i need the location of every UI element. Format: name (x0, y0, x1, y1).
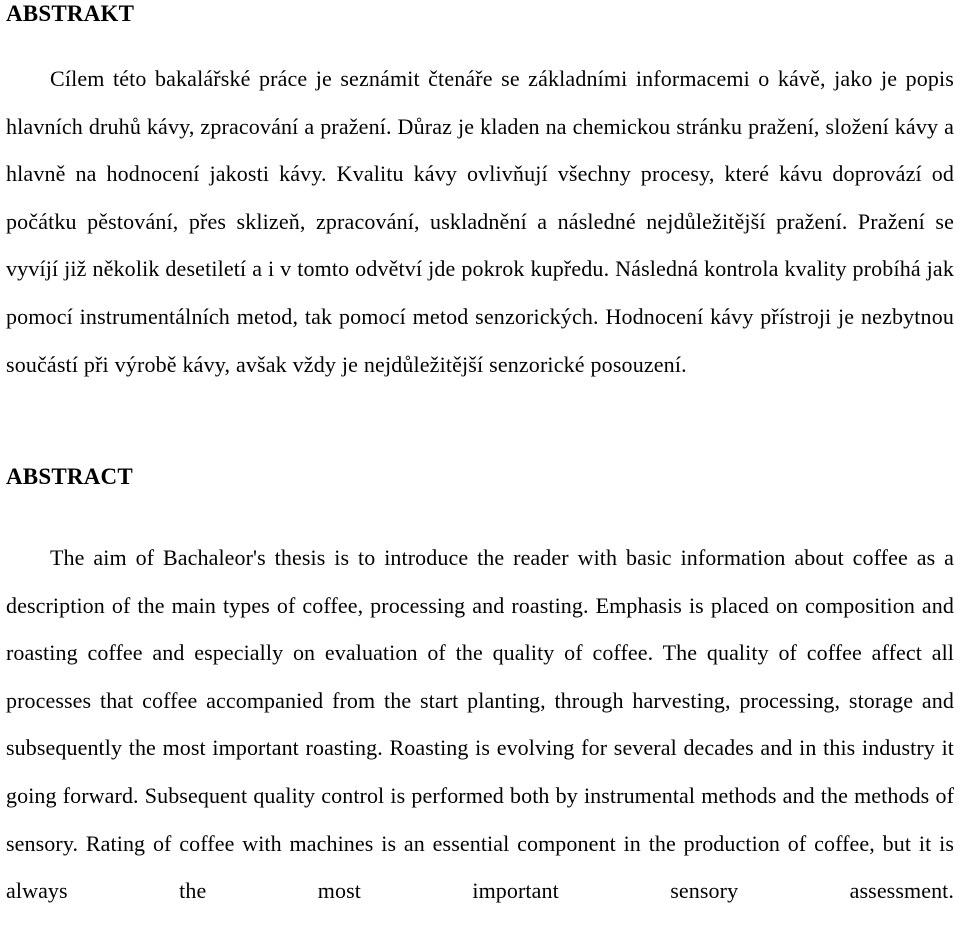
abstract-paragraph-czech: Cílem této bakalářské práce je seznámit čtenáře se základními informacemi o kávě, jako je popis hlavních druhů kávy, zpracování a pražení. Důraz je kladen na chemickou stránku pražení, složení kávy a hlavně na hodnocení jakosti kávy. Kvalitu kávy ovlivňují všechny procesy, které kávu doprovází od počátku pěstování, přes sklizeň, zpracování, uskladnění a následné nejdůležitější pražení. Pražení se vyvíjí již několik desetiletí a i v tomto odvětví jde pokrok kupředu. Následná kontrola kvality probíhá jak pomocí instrumentálních metod, tak pomocí metod senzorických. Hodnocení kávy přístroji je nezbytnou součástí při výrobě kávy, avšak vždy je nejdůležitější senzorické posouzení. (6, 66, 954, 377)
abstract-heading-english: ABSTRACT (6, 464, 133, 489)
abstract-paragraph-english: The aim of Bachaleor's thesis is to introduce the reader with basic information about coffee as a description of the main types of coffee, processing and roasting. Emphasis is placed on composition and roasting coffee and especially on evaluation of the quality of coffee. The quality of coffee affect all processes that coffee accompanied from the start planting, through harvesting, processing, storage and subsequently the most important roasting. Roasting is evolving for several decades and in this industry it going forward. Subsequent quality control is performed both by instrumental methods and the methods of sensory. Rating of coffee with machines is an essential component in the production of coffee, but it is always the most important sensory assessment. (6, 545, 954, 904)
abstract-heading-czech: ABSTRAKT (6, 1, 135, 26)
